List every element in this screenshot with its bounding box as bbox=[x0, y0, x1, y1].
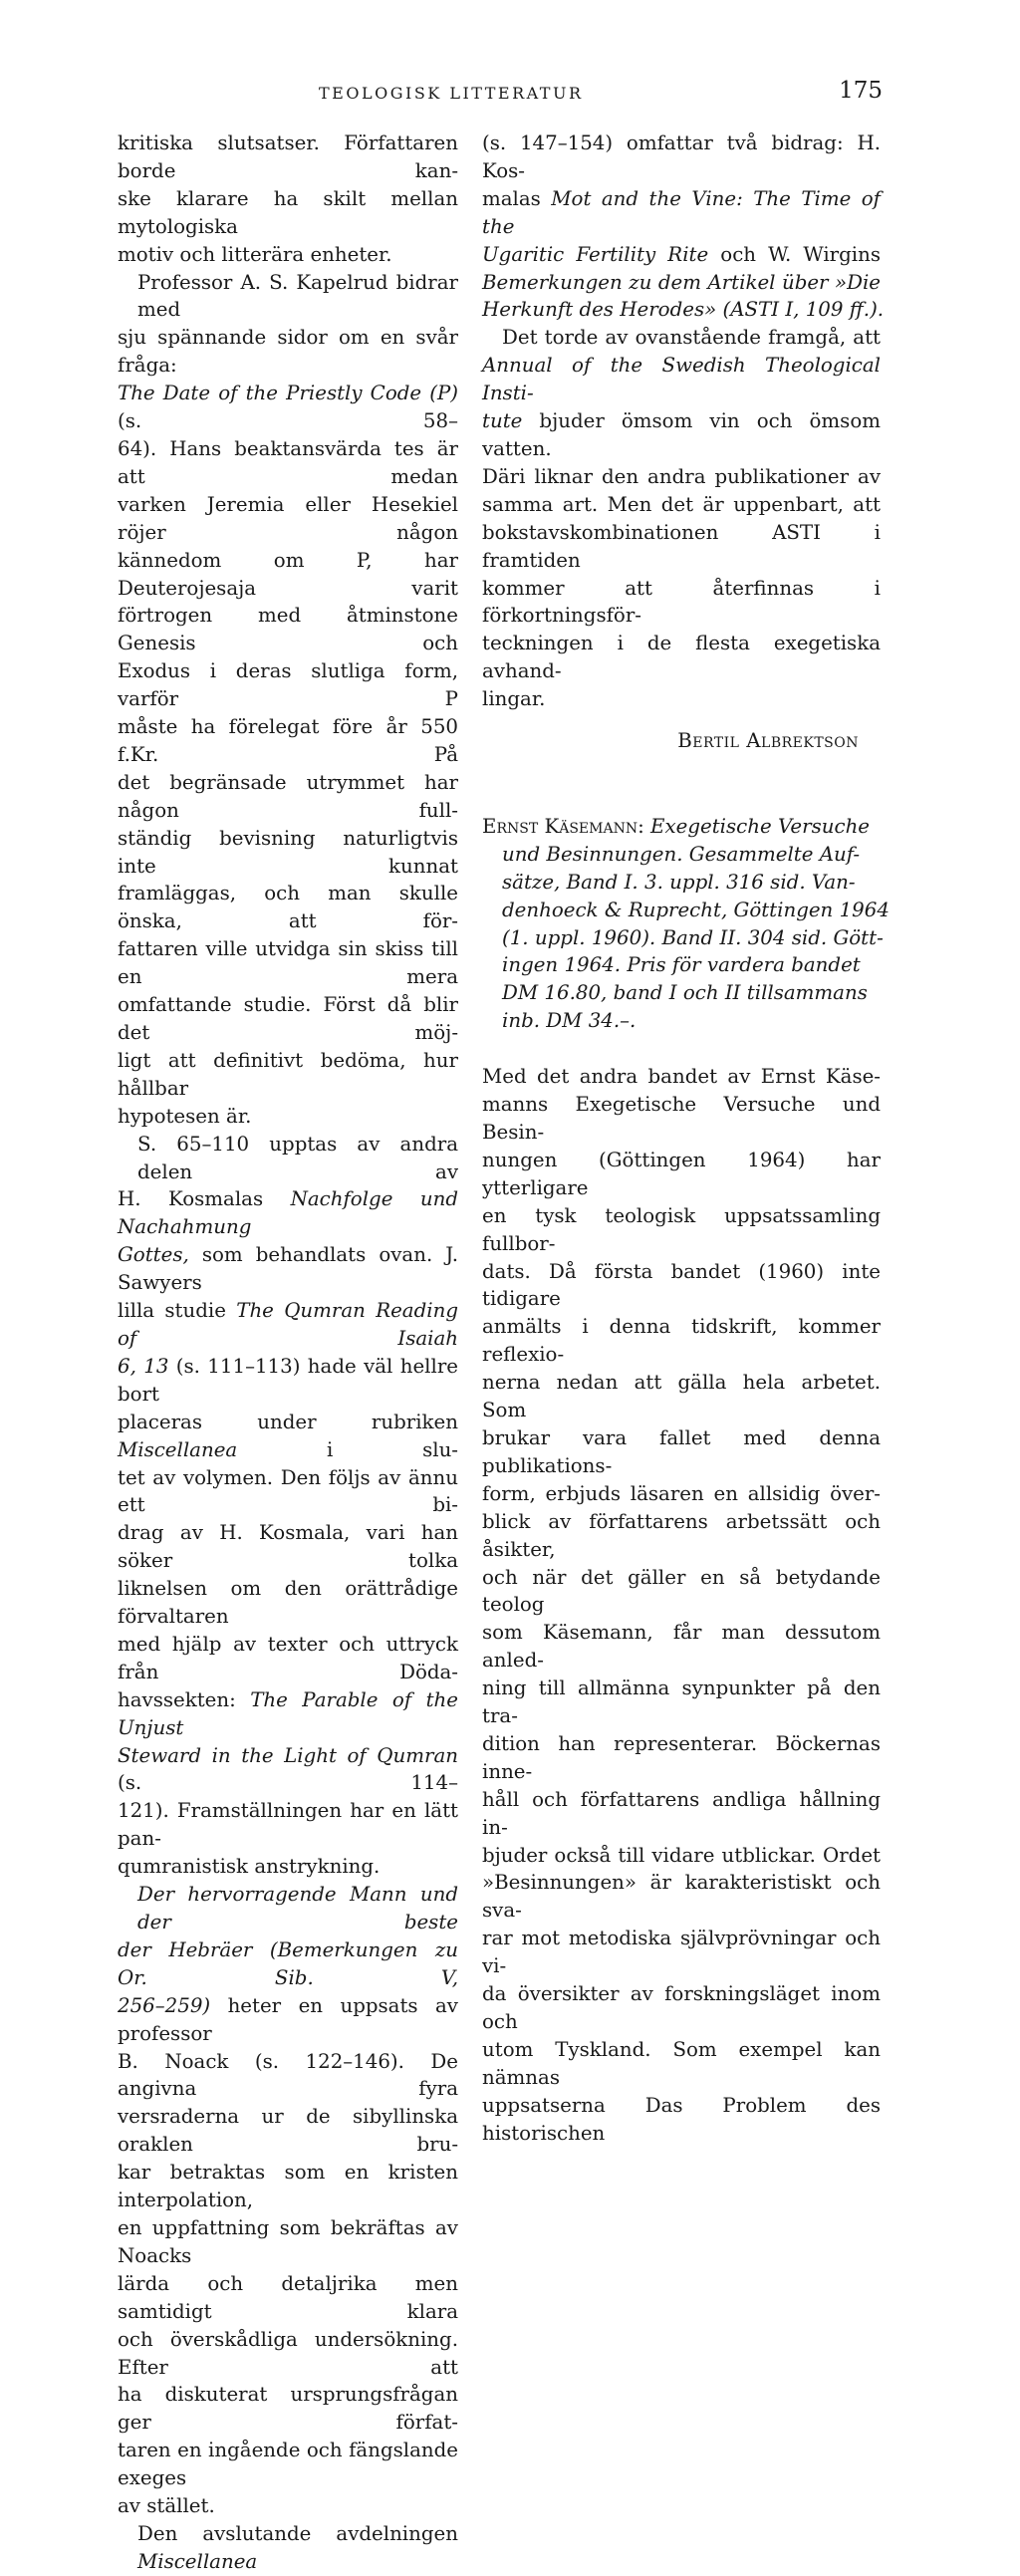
text-line: form, erbjuds läsaren en allsidig över- bbox=[482, 1481, 881, 1505]
text-line: (1. uppl. 1960). Band II. 304 sid. Gött- bbox=[502, 925, 884, 949]
text-line: ingen 1964. Pris för vardera bandet bbox=[502, 953, 861, 977]
italic-title: 6, 13 bbox=[118, 1354, 169, 1378]
text-line: 6, 13 (s. 111–113) hade väl hellre bort bbox=[118, 1354, 458, 1406]
text-line: Den avslutande avdelningen Miscellanea bbox=[137, 2521, 458, 2573]
text-line: H. Kosmalas Nachfolge und Nachahmung bbox=[118, 1187, 458, 1239]
text-line: havssekten: The Parable of the Unjust bbox=[118, 1687, 458, 1739]
text-line: hypotesen är. bbox=[118, 1104, 252, 1128]
text-line: Gottes, som behandlats ovan. J. Sawyers bbox=[118, 1243, 458, 1295]
text-line: S. 65–110 upptas av andra delen av bbox=[137, 1132, 458, 1183]
text-line: DM 16.80, band I och II tillsammans bbox=[502, 981, 868, 1005]
italic-title: Nachfolge und Nachahmung bbox=[118, 1187, 458, 1239]
text-line: måste ha förelegat före år 550 f.Kr. På bbox=[118, 715, 458, 766]
reviewer-signature: Bertil Albrektson bbox=[677, 729, 859, 753]
text-line: Herkunft des Herodes» (ASTI I, 109 ff.). bbox=[482, 298, 885, 322]
text-line: och när det gäller en så betydande teolog bbox=[482, 1565, 881, 1617]
text-line: Der hervorragende Mann und der beste bbox=[137, 1883, 458, 1933]
text-line: anmälts i denna tidskrift, kommer reflexio- bbox=[482, 1315, 881, 1367]
text-line: Ugaritic Fertility Rite och W. Wirgins bbox=[482, 242, 881, 266]
italic-title: The Parable of the Unjust bbox=[118, 1687, 458, 1739]
text-line: omfattande studie. Först då blir det möj- bbox=[118, 993, 458, 1044]
text-line: ligt att definitivt bedöma, hur hållbar bbox=[118, 1048, 458, 1100]
italic-title: Miscellanea bbox=[137, 2549, 258, 2573]
text-line: 64). Hans beaktansvärda tes är att medan bbox=[118, 436, 458, 488]
text-line: fattaren ville utvidga sin skiss till en mera bbox=[118, 937, 458, 989]
left-column bbox=[118, 129, 458, 2576]
text-line: och överskådliga undersökning. Efter att bbox=[118, 2327, 458, 2379]
text-line: en uppfattning som bekräftas av Noacks bbox=[118, 2215, 458, 2267]
text-line: rar mot metodiska självprövningar och vi- bbox=[482, 1927, 881, 1978]
text-line: qumranistisk anstrykning. bbox=[118, 1855, 381, 1879]
page-number: 175 bbox=[839, 78, 883, 104]
text-line: liknelsen om den orättrådige förvaltaren bbox=[118, 1577, 458, 1629]
text-line: versraderna ur de sibyllinska oraklen bru- bbox=[118, 2105, 458, 2157]
text-line: varken Jeremia eller Hesekiel röjer någon bbox=[118, 492, 458, 544]
text-line: 256–259) heter en uppsats av professor bbox=[118, 1993, 458, 2045]
text-line: Professor A. S. Kapelrud bidrar med bbox=[137, 270, 458, 322]
reviewed-author: Ernst Käsemann: bbox=[482, 814, 644, 838]
italic-title: tute bbox=[482, 409, 523, 433]
text-line: ning till allmänna synpunkter på den tra- bbox=[482, 1676, 881, 1728]
text-line: »Besinnungen» är karakteristiskt och sva- bbox=[482, 1871, 881, 1923]
text-line: Däri liknar den andra publikationer av bbox=[482, 464, 881, 488]
text-line: bjuder också till vidare utblickar. Ordet bbox=[482, 1843, 881, 1867]
text-line: det begränsade utrymmet har någon full- bbox=[118, 770, 458, 822]
text-line: av stället. bbox=[118, 2494, 215, 2518]
text-line: taren en ingående och fängslande exeges bbox=[118, 2439, 458, 2490]
text-line: 121). Framställningen har en lätt pan- bbox=[118, 1799, 458, 1851]
text-line: lingar. bbox=[482, 687, 546, 711]
text-line: Bemerkungen zu dem Artikel über »Die bbox=[482, 270, 881, 294]
text-line: B. Noack (s. 122–146). De angivna fyra bbox=[118, 2049, 458, 2101]
text-line: inb. DM 34.–. bbox=[502, 1009, 637, 1033]
text-line: manns Exegetische Versuche und Besin- bbox=[482, 1093, 881, 1144]
review-body bbox=[482, 1063, 881, 2147]
book-title: Exegetische Versuche bbox=[643, 814, 871, 838]
text-line: samma art. Men det är uppenbart, att bbox=[482, 492, 881, 516]
text-line: framläggas, och man skulle önska, att för- bbox=[118, 882, 458, 933]
text-line: kommer att återfinnas i förkortningsför- bbox=[482, 576, 881, 628]
italic-title: Mot and the Vine: The Time of the bbox=[482, 186, 881, 238]
text-line: da översikter av forskningsläget inom och bbox=[482, 1982, 881, 2033]
text-line: ha diskuterat ursprungsfrågan ger förfat- bbox=[118, 2383, 458, 2435]
italic-title: The Qumran Reading of Isaiah bbox=[118, 1299, 458, 1350]
italic-title: Steward in the Light of Qumran bbox=[118, 1743, 458, 1767]
text-line: und Besinnungen. Gesammelte Auf- bbox=[502, 842, 861, 866]
text-line: kar betraktas som en kristen interpolation, bbox=[118, 2161, 458, 2212]
text-line: ske klarare ha skilt mellan mytologiska bbox=[118, 186, 458, 238]
text-line: drag av H. Kosmala, vari han söker tolka bbox=[118, 1521, 458, 1573]
text-line: tet av volymen. Den följs av ännu ett bi- bbox=[118, 1465, 458, 1517]
text-line: Steward in the Light of Qumran (s. 114– bbox=[118, 1743, 458, 1795]
text-line: ständig bevisning naturligtvis inte kunnat bbox=[118, 826, 458, 878]
text-line: sätze, Band I. 3. uppl. 316 sid. Van- bbox=[502, 870, 856, 894]
italic-title: 256–259) bbox=[118, 1993, 211, 2017]
text-line: uppsatserna Das Problem des historischen bbox=[482, 2093, 881, 2145]
text-line: utom Tyskland. Som exempel kan nämnas bbox=[482, 2037, 881, 2089]
italic-title: Gottes, bbox=[118, 1243, 189, 1267]
text-line: brukar vara fallet med denna publikations- bbox=[482, 1425, 881, 1477]
text-line: nerna nedan att gälla hela arbetet. Som bbox=[482, 1371, 881, 1422]
text-line bbox=[482, 813, 881, 841]
text-line: dition han representerar. Böckernas inne- bbox=[482, 1731, 881, 1783]
text-line: kännedom om P, har Deuterojesaja varit bbox=[118, 548, 458, 600]
text-line: dats. Då första bandet (1960) inte tidigare bbox=[482, 1259, 881, 1311]
text-line: lilla studie The Qumran Reading of Isaiah bbox=[118, 1299, 458, 1350]
text-line: (s. 147–154) omfattar två bidrag: H. Kos- bbox=[482, 131, 881, 182]
review-heading bbox=[482, 813, 890, 1035]
text-line: blick av författarens arbetssätt och åsikter, bbox=[482, 1509, 881, 1561]
text-line: teckningen i de flesta exegetiska avhand- bbox=[482, 632, 881, 683]
text-line: tute bjuder ömsom vin och ömsom vatten. bbox=[482, 409, 881, 460]
italic-title: Ugaritic Fertility Rite bbox=[482, 242, 709, 266]
text-line: håll och författarens andliga hållning in- bbox=[482, 1787, 881, 1839]
italic-title: The Date of the Priestly Code (P) bbox=[118, 382, 458, 405]
running-head: TEOLOGISK LITTERATUR bbox=[319, 84, 584, 103]
text-line: nungen (Göttingen 1964) har ytterligare bbox=[482, 1148, 881, 1199]
text-line: bokstavskombinationen ASTI i framtiden bbox=[482, 520, 881, 572]
text-line: der Hebräer (Bemerkungen zu Or. Sib. V, bbox=[118, 1937, 458, 1989]
text-line: Exodus i deras slutliga form, varför P bbox=[118, 659, 458, 711]
text-line: lärda och detaljrika men samtidigt klara bbox=[118, 2271, 458, 2323]
page-header bbox=[0, 78, 1020, 108]
text-line: Det torde av ovanstående framgå, att bbox=[502, 326, 881, 350]
text-line: malas Mot and the Vine: The Time of the bbox=[482, 186, 881, 238]
right-column bbox=[482, 129, 890, 2148]
text-line: som Käsemann, får man dessutom anled- bbox=[482, 1621, 881, 1673]
text-line: placeras under rubriken Miscellanea i slu- bbox=[118, 1410, 458, 1461]
text-line: motiv och litterära enheter. bbox=[118, 242, 392, 266]
italic-title: Miscellanea bbox=[118, 1437, 238, 1461]
text-line: Med det andra bandet av Ernst Käse- bbox=[482, 1065, 881, 1089]
text-line: en tysk teologisk uppsatssamling fullbor- bbox=[482, 1203, 881, 1255]
text-line: förtrogen med åtminstone Genesis och bbox=[118, 604, 458, 655]
text-line: kritiska slutsatser. Författaren borde kan- bbox=[118, 131, 458, 182]
text-line: Annual of the Swedish Theological Insti- bbox=[482, 354, 881, 405]
text-line: med hjälp av texter och uttryck från Döda- bbox=[118, 1632, 458, 1683]
text-line: The Date of the Priestly Code (P) (s. 58– bbox=[118, 382, 458, 433]
text-line: denhoeck & Ruprecht, Göttingen 1964 bbox=[502, 898, 890, 921]
text-line: sju spännande sidor om en svår fråga: bbox=[118, 326, 458, 378]
